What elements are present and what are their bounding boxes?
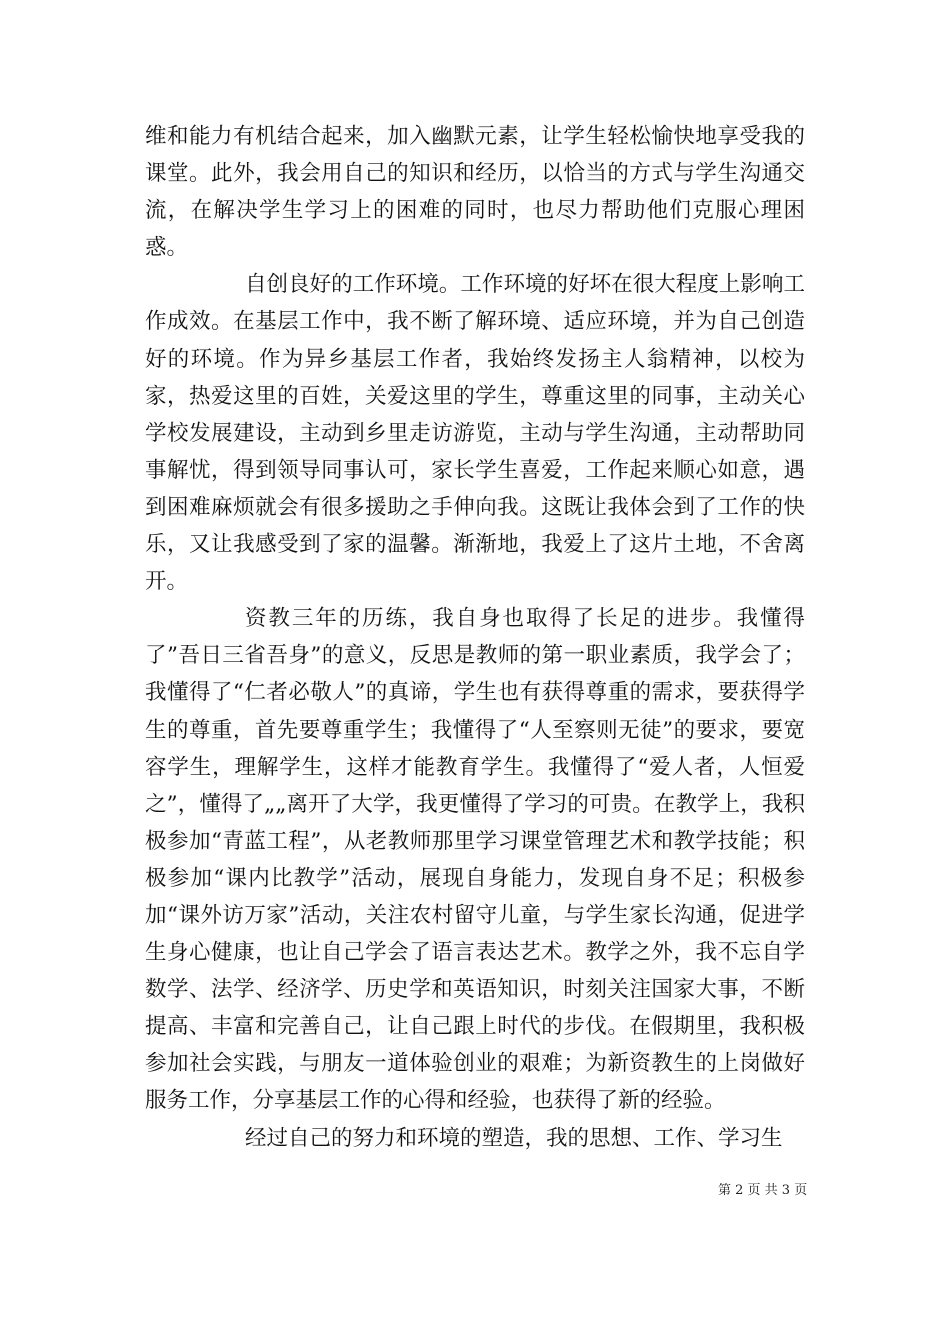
paragraph-teaching-progress: 资教三年的历练，我自身也取得了长足的进步。我懂得了”吾日三省吾身”的意义，反思是教师的第一职业素质，我学会了；我懂得了“仁者必敬人”的真谛，学生也有获得尊重的需求，要获得学生的尊重，首先要尊重学生；我懂得了“人至察则无徒”的要求，要宽容学生，理解学生，这样才能教育学生。我懂得了“爱人者，人恒爱之”，懂得了„„离开了大学，我更懂得了学习的可贵。在教学上，我积极参加“青蓝工程”，从老教师那里学习课堂管理艺术和教学技能；积极参加“课内比教学”活动，展现自身能力，发现自身不足；积极参加“课外访万家”活动，关注农村留守儿童，与学生家长沟通，促进学生身心健康，也让自己学会了语言表达艺术。教学之外，我不忘自学数学、法学、经济学、历史学和英语知识，时刻关注国家大事，不断提高、丰富和完善自己，让自己跟上时代的步伐。在假期里，我积极参加社会实践，与朋友一道体验创业的艰难；为新资教生的上岗做好服务工作，分享基层工作的心得和经验，也获得了新的经验。 — [145, 606, 805, 1114]
document-body — [145, 118, 805, 1157]
paragraph-conclusion-start: 经过自己的努力和环境的塑造，我的思想、工作、学习生 — [245, 1125, 783, 1151]
page-number-footer: 第 2 页 共 3 页 — [718, 1183, 808, 1198]
paragraph-continued: 维和能力有机结合起来，加入幽默元素，让学生轻松愉快地享受我的课堂。此外，我会用自己的知识和经历，以恰当的方式与学生沟通交流，在解决学生学习上的困难的同时，也尽力帮助他们克服心理困惑。 — [145, 124, 805, 261]
paragraph-work-environment: 自创良好的工作环境。工作环境的好坏在很大程度上影响工作成效。在基层工作中，我不断了解环境、适应环境，并为自己创造好的环境。作为异乡基层工作者，我始终发扬主人翁精神，以校为家，热爱这里的百姓，关爱这里的学生，尊重这里的同事，主动关心学校发展建设，主动到乡里走访游览，主动与学生沟通，主动帮助同事解忧，得到领导同事认可，家长学生喜爱，工作起来顺心如意，遇到困难麻烦就会有很多援助之手伸向我。这既让我体会到了工作的快乐，又让我感受到了家的温馨。渐渐地，我爱上了这片土地，不舍离开。 — [145, 272, 805, 595]
